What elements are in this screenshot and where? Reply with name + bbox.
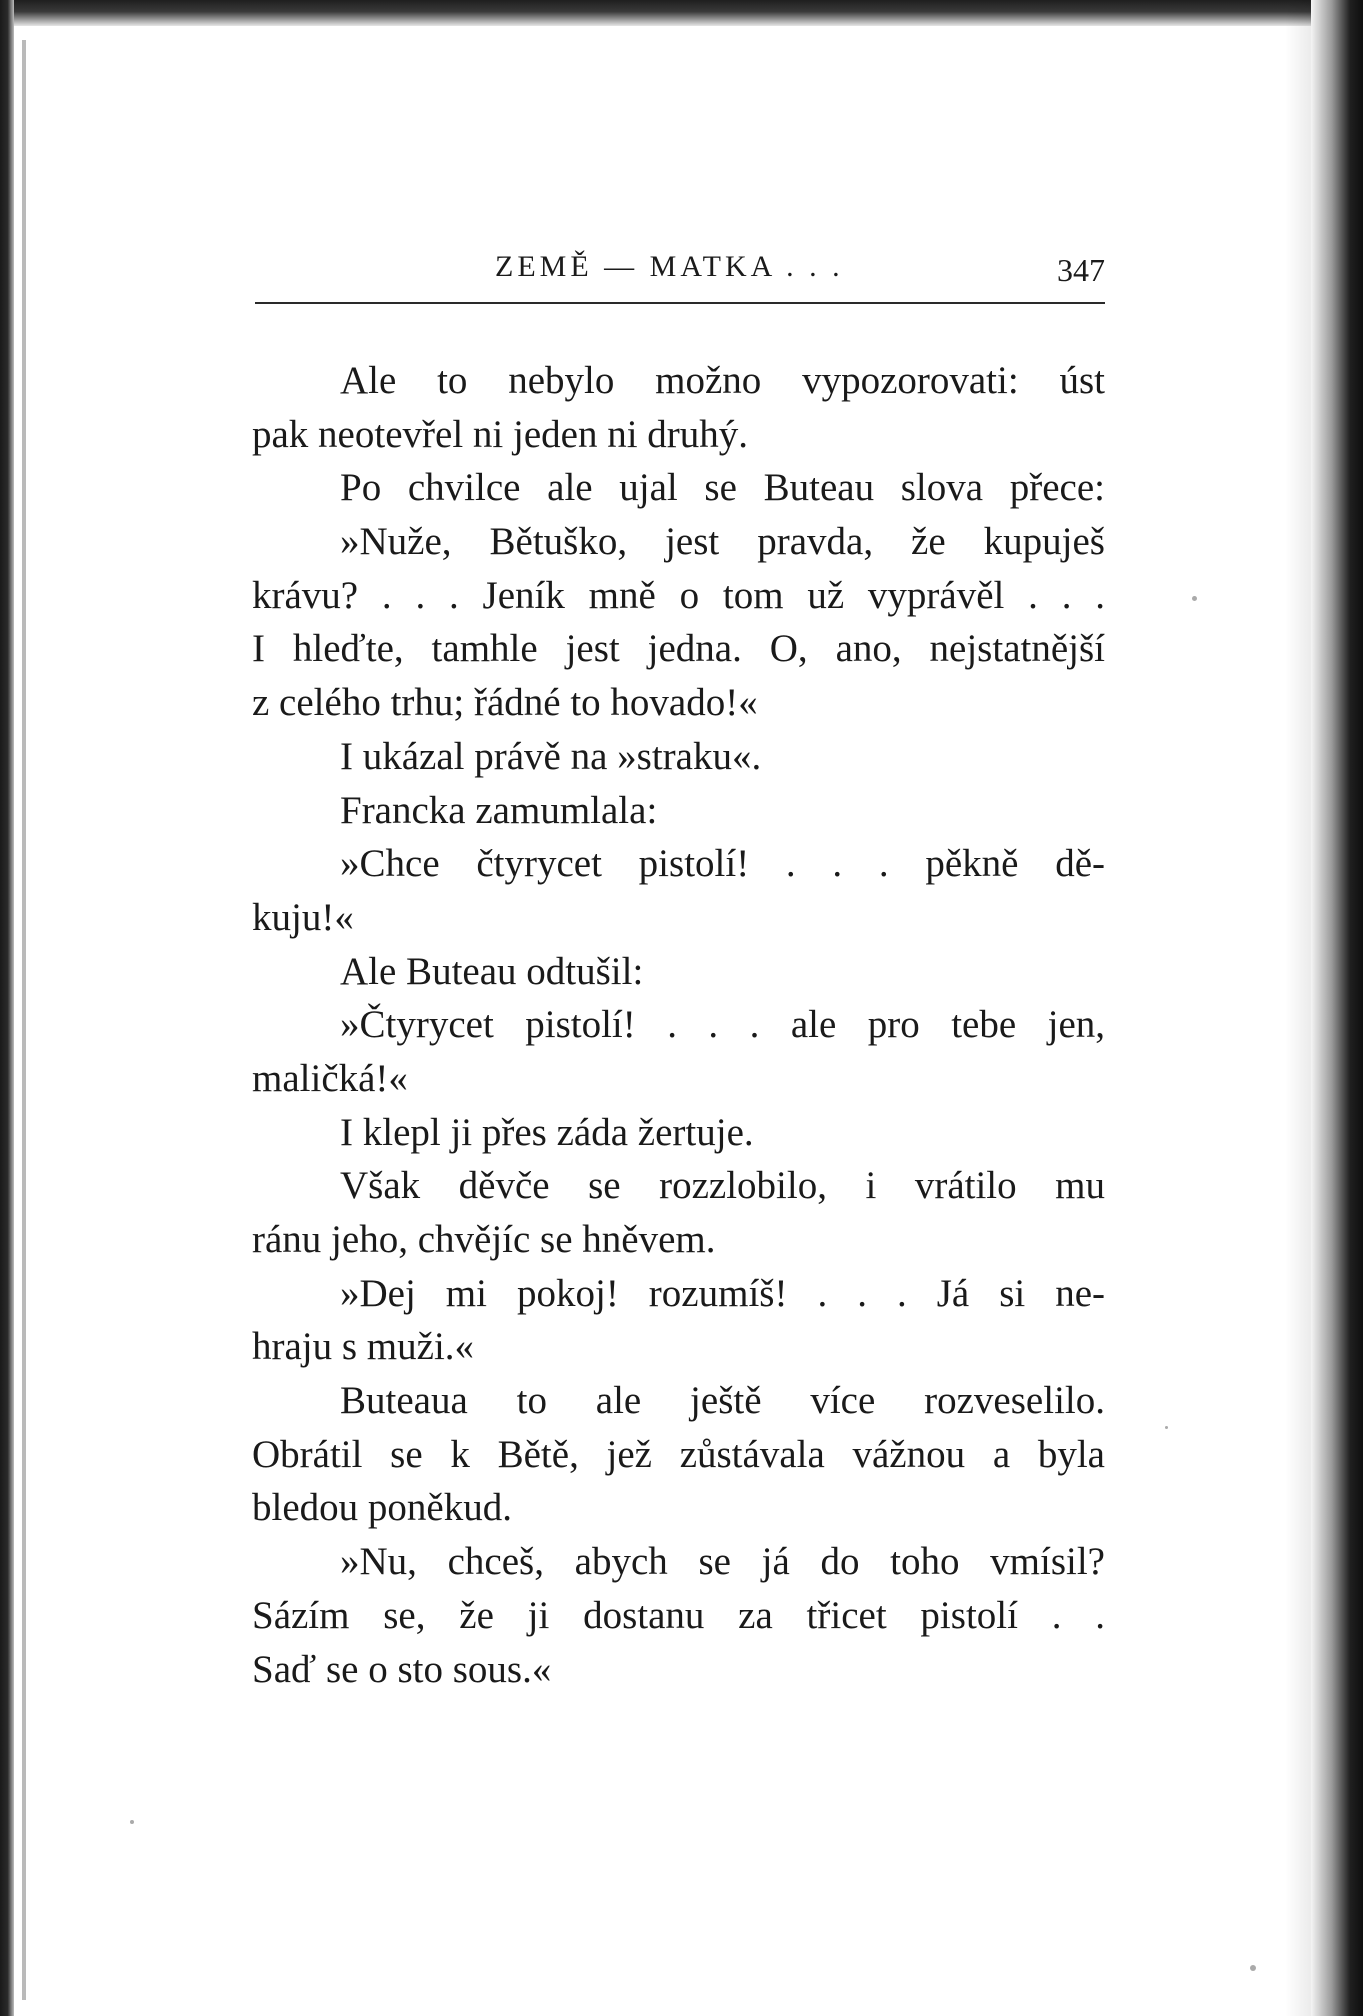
text-line: »Chce čtyrycet pistolí! . . . pěkně dě- xyxy=(340,842,1105,886)
text-line: »Čtyrycet pistolí! . . . ale pro tebe jen, xyxy=(340,1003,1105,1047)
text-line: Saď se o sto sous.« xyxy=(252,1647,552,1691)
text-line: I hleďte, tamhle jest jedna. O, ano, nejstatnější xyxy=(252,627,1105,671)
page-edge-right xyxy=(1311,0,1363,2016)
page-edge-top xyxy=(0,0,1363,26)
text-line: Obrátil se k Bětě, jež zůstávala vážnou a byla xyxy=(252,1432,1105,1476)
text-line: Francka zamumlala: xyxy=(340,788,658,832)
text-line: maličká!« xyxy=(252,1056,408,1100)
text-line: Po chvilce ale ujal se Buteau slova přece: xyxy=(340,466,1105,510)
text-line: kuju!« xyxy=(252,895,354,939)
text-line: I ukázal právě na »straku«. xyxy=(340,734,762,778)
scan-speck xyxy=(1192,596,1197,601)
binding-shadow xyxy=(22,40,26,2000)
page-number: 347 xyxy=(1057,252,1105,288)
text-line: bledou poněkud. xyxy=(252,1486,512,1530)
body-text xyxy=(252,354,1105,1696)
text-line: pak neotevřel ni jeden ni druhý. xyxy=(252,412,749,456)
page-edge-left xyxy=(0,0,14,2016)
text-line: »Nuže, Bětuško, jest pravda, že kupuješ xyxy=(340,520,1105,564)
text-line: Však děvče se rozzlobilo, i vrátilo mu xyxy=(340,1164,1105,1208)
scan-speck xyxy=(1250,1965,1256,1971)
text-line: »Dej mi pokoj! rozumíš! . . . Já si ne- xyxy=(340,1271,1105,1315)
text-line: ránu jeho, chvějíc se hněvem. xyxy=(252,1218,716,1261)
text-line: »Nu, chceš, abych se já do toho vmísil? xyxy=(340,1540,1105,1584)
text-line: z celého trhu; řádné to hovado!« xyxy=(252,681,758,725)
text-line: Sázím se, že ji dostanu za třicet pistolí . . xyxy=(252,1593,1105,1637)
page-curl-shade xyxy=(1285,0,1311,2016)
text-line: krávu? . . . Jeník mně o tom už vyprávěl . . . xyxy=(252,573,1105,617)
header-rule xyxy=(255,302,1105,304)
text-line: hraju s muži.« xyxy=(252,1325,475,1369)
scan-speck xyxy=(1165,1426,1168,1429)
text-line: Ale to nebylo možno vypozorovati: úst xyxy=(340,359,1105,402)
text-line: Buteaua to ale ještě více rozveselilo. xyxy=(340,1379,1105,1423)
scan-speck xyxy=(130,1820,134,1824)
text-line: Ale Buteau odtušil: xyxy=(340,949,644,993)
text-line: I klepl ji přes záda žertuje. xyxy=(340,1110,754,1154)
running-header xyxy=(255,240,1105,304)
running-title: ZEMĚ — MATKA . . . xyxy=(495,250,844,283)
